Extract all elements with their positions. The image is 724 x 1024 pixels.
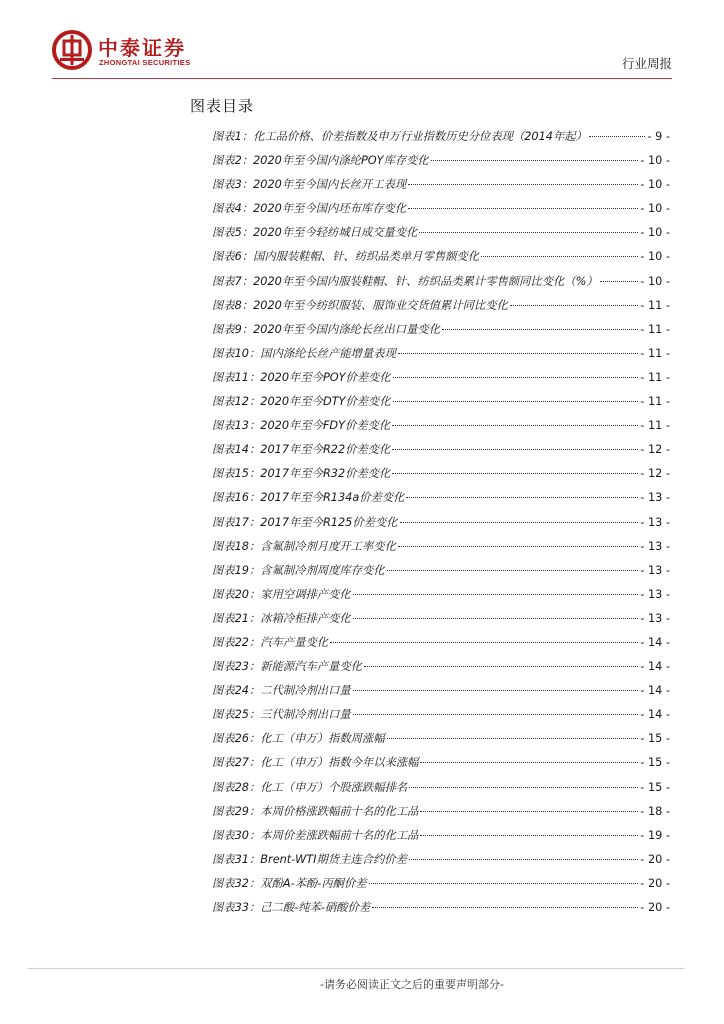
toc-entry-label: 图表24 bbox=[212, 684, 249, 698]
toc-entry-page: - 12 - bbox=[640, 467, 670, 481]
toc-entry-separator: ： bbox=[248, 491, 261, 505]
toc-dot-leader bbox=[406, 497, 638, 498]
toc-entry[interactable] bbox=[212, 730, 670, 754]
toc-entry-page: - 15 - bbox=[640, 780, 670, 794]
toc-entry[interactable] bbox=[212, 273, 670, 297]
toc-dot-leader bbox=[420, 835, 638, 836]
toc-title: 图表目录 bbox=[190, 97, 255, 115]
toc-entry-label: 图表5 bbox=[212, 226, 242, 240]
toc-entry-separator: ： bbox=[248, 804, 261, 818]
toc-entry-page: - 11 - bbox=[640, 322, 670, 336]
toc-dot-leader bbox=[372, 907, 638, 908]
toc-entry-title: 国内涤纶长丝产能增量表现 bbox=[260, 346, 396, 360]
toc-dot-leader bbox=[510, 305, 638, 306]
toc-dot-leader bbox=[353, 714, 639, 715]
toc-entry-label: 图表12 bbox=[212, 395, 249, 409]
toc-entry-page: - 20 - bbox=[640, 901, 670, 914]
toc-dot-leader bbox=[398, 546, 638, 547]
toc-entry[interactable] bbox=[212, 803, 670, 827]
toc-entry[interactable] bbox=[212, 610, 670, 634]
toc-entry-page: - 11 - bbox=[640, 346, 670, 360]
toc-entry-label: 图表30 bbox=[212, 828, 249, 842]
toc-entry-separator: ： bbox=[248, 587, 261, 601]
toc-entry-label: 图表6 bbox=[212, 250, 242, 264]
toc-entry[interactable] bbox=[212, 297, 670, 321]
toc-entry-separator: ： bbox=[248, 635, 261, 649]
toc-entry[interactable] bbox=[212, 248, 670, 272]
logo-chinese-name: 中泰证券 bbox=[98, 36, 186, 60]
toc-entry-separator: ： bbox=[248, 395, 261, 409]
toc-entry-separator: ： bbox=[248, 828, 261, 842]
toc-entry-label: 图表15 bbox=[212, 467, 249, 481]
toc-entry-page: - 11 - bbox=[640, 298, 670, 312]
toc-entry-title: 二代制冷剂出口量 bbox=[260, 684, 351, 698]
toc-entry[interactable] bbox=[212, 176, 670, 200]
company-logo bbox=[52, 30, 222, 70]
toc-entry-title: 2020年至今国内服装鞋帽、针、纺织品类累计零售额同比变化（%） bbox=[253, 274, 598, 288]
toc-entry-separator: ： bbox=[241, 178, 254, 192]
toc-entry[interactable] bbox=[212, 658, 670, 682]
toc-entry[interactable] bbox=[212, 393, 670, 417]
toc-entry[interactable] bbox=[212, 128, 670, 152]
toc-entry-separator: ： bbox=[241, 202, 254, 216]
toc-entry-separator: ： bbox=[248, 780, 261, 794]
toc-dot-leader bbox=[419, 232, 638, 233]
toc-entry-page: - 13 - bbox=[640, 563, 670, 577]
toc-entry[interactable] bbox=[212, 538, 670, 562]
header-divider bbox=[52, 78, 672, 79]
toc-entry-separator: ： bbox=[248, 708, 261, 722]
toc-entry-page: - 20 - bbox=[640, 876, 670, 890]
toc-entry-label: 图表26 bbox=[212, 732, 249, 746]
toc-entry[interactable] bbox=[212, 562, 670, 586]
toc-entry-title: 2020年至今FDY价差变化 bbox=[260, 419, 391, 433]
toc-entry-page: - 10 - bbox=[640, 202, 670, 216]
toc-entry[interactable] bbox=[212, 779, 670, 803]
toc-entry-title: 本周价格涨跌幅前十名的化工品 bbox=[260, 804, 419, 818]
toc-entry-separator: ： bbox=[248, 611, 261, 625]
toc-entry[interactable] bbox=[212, 224, 670, 248]
toc-entry-label: 图表20 bbox=[212, 587, 249, 601]
toc-list bbox=[212, 128, 670, 923]
toc-dot-leader bbox=[398, 353, 638, 354]
toc-entry-label: 图表33 bbox=[212, 901, 249, 914]
toc-entry-page: - 19 - bbox=[640, 828, 670, 842]
toc-entry-separator: ： bbox=[241, 250, 254, 264]
logo-english-name: ZHONGTAI SECURITIES bbox=[99, 58, 191, 67]
toc-entry-title: 2017年至今R134a价差变化 bbox=[260, 491, 405, 505]
toc-entry-label: 图表25 bbox=[212, 708, 249, 722]
toc-entry-label: 图表17 bbox=[212, 515, 249, 529]
toc-entry-page: - 10 - bbox=[640, 178, 670, 192]
toc-entry-title: 本周价差涨跌幅前十名的化工品 bbox=[260, 828, 419, 842]
toc-entry-page: - 14 - bbox=[640, 660, 670, 674]
toc-entry-separator: ： bbox=[248, 684, 261, 698]
toc-entry-page: - 13 - bbox=[640, 539, 670, 553]
toc-dot-leader bbox=[589, 136, 646, 137]
toc-entry-label: 图表4 bbox=[212, 202, 242, 216]
toc-entry-label: 图表13 bbox=[212, 419, 249, 433]
toc-dot-leader bbox=[353, 690, 639, 691]
toc-entry-separator: ： bbox=[248, 539, 261, 553]
toc-entry[interactable] bbox=[212, 875, 670, 899]
toc-entry[interactable] bbox=[212, 827, 670, 851]
toc-entry-page: - 13 - bbox=[640, 587, 670, 601]
toc-entry-title: 三代制冷剂出口量 bbox=[260, 708, 351, 722]
toc-entry-title: 2020年至今国内坯布库存变化 bbox=[253, 202, 407, 216]
toc-entry-separator: ： bbox=[248, 660, 261, 674]
toc-entry-page: - 18 - bbox=[640, 804, 670, 818]
toc-dot-leader bbox=[387, 738, 639, 739]
toc-entry-title: 冰箱冷柜排产变化 bbox=[260, 611, 351, 625]
toc-entry-page: - 11 - bbox=[640, 395, 670, 409]
toc-entry[interactable] bbox=[212, 369, 670, 393]
toc-entry-page: - 10 - bbox=[640, 250, 670, 264]
toc-entry-title: 含氟制冷剂周度库存变化 bbox=[260, 563, 385, 577]
toc-entry-page: - 11 - bbox=[640, 370, 670, 384]
toc-entry-page: - 14 - bbox=[640, 684, 670, 698]
toc-entry-page: - 13 - bbox=[640, 515, 670, 529]
toc-entry-title: 2017年至今R22价差变化 bbox=[260, 443, 391, 457]
toc-entry-title: 化工品价格、价差指数及申万行业指数历史分位表现（2014年起） bbox=[253, 130, 587, 143]
toc-entry-title: 2020年至今国内长丝开工表现 bbox=[253, 178, 407, 192]
toc-entry[interactable] bbox=[212, 682, 670, 706]
toc-dot-leader bbox=[420, 762, 638, 763]
toc-entry-title: 2017年至今R125价差变化 bbox=[260, 515, 398, 529]
toc-entry-separator: ： bbox=[241, 322, 254, 336]
toc-entry-title: 家用空调排产变化 bbox=[260, 587, 351, 601]
toc-dot-leader bbox=[409, 787, 638, 788]
toc-entry-title: 化工（申万）指数周涨幅 bbox=[260, 732, 385, 746]
toc-entry-title: 2020年至今纺织服装、服饰业交货值累计同比变化 bbox=[253, 298, 508, 312]
toc-entry-separator: ： bbox=[248, 346, 261, 360]
toc-entry-label: 图表14 bbox=[212, 443, 249, 457]
toc-entry-title: 2020年至今轻纺城日成交量变化 bbox=[253, 226, 418, 240]
toc-entry-page: - 10 - bbox=[640, 154, 670, 168]
toc-entry-label: 图表7 bbox=[212, 274, 242, 288]
toc-entry-separator: ： bbox=[241, 154, 254, 168]
toc-entry-title: 化工（申万）指数今年以来涨幅 bbox=[260, 756, 419, 770]
toc-entry-separator: ： bbox=[248, 852, 261, 866]
page-header bbox=[0, 0, 724, 84]
toc-entry-label: 图表27 bbox=[212, 756, 249, 770]
toc-entry[interactable] bbox=[212, 586, 670, 610]
footer-disclaimer: -请务必阅读正文之后的重要声明部分- bbox=[320, 978, 504, 991]
toc-entry-label: 图表23 bbox=[212, 660, 249, 674]
toc-dot-leader bbox=[600, 281, 639, 282]
toc-entry-label: 图表29 bbox=[212, 804, 249, 818]
toc-entry-page: - 13 - bbox=[640, 491, 670, 505]
toc-entry-title: 国内服装鞋帽、针、纺织品类单月零售额变化 bbox=[253, 250, 480, 264]
toc-entry[interactable] bbox=[212, 489, 670, 513]
toc-dot-leader bbox=[364, 666, 638, 667]
toc-entry-page: - 13 - bbox=[640, 611, 670, 625]
toc-entry-label: 图表1 bbox=[212, 130, 242, 143]
toc-entry-separator: ： bbox=[241, 226, 254, 240]
toc-entry-page: - 15 - bbox=[640, 732, 670, 746]
toc-entry[interactable] bbox=[212, 465, 670, 489]
toc-entry-label: 图表3 bbox=[212, 178, 242, 192]
toc-entry-label: 图表22 bbox=[212, 635, 249, 649]
toc-entry[interactable] bbox=[212, 152, 670, 176]
toc-dot-leader bbox=[481, 256, 638, 257]
toc-entry-title: 双酚A-苯酚-丙酮价差 bbox=[260, 876, 367, 890]
toc-entry-page: - 12 - bbox=[640, 443, 670, 457]
toc-entry-title: 2020年至今POY价差变化 bbox=[260, 370, 391, 384]
toc-entry-label: 图表21 bbox=[212, 611, 249, 625]
toc-entry[interactable] bbox=[212, 321, 670, 345]
toc-dot-leader bbox=[408, 208, 638, 209]
toc-dot-leader bbox=[353, 618, 639, 619]
toc-entry-title: 新能源汽车产量变化 bbox=[260, 660, 362, 674]
toc-entry-separator: ： bbox=[248, 443, 261, 457]
toc-dot-leader bbox=[400, 522, 639, 523]
toc-entry-separator: ： bbox=[248, 876, 261, 890]
toc-entry-page: - 10 - bbox=[640, 274, 670, 288]
toc-entry-title: Brent-WTI期货主连合约价差 bbox=[260, 852, 407, 866]
footer-divider bbox=[28, 968, 684, 969]
toc-entry-label: 图表16 bbox=[212, 491, 249, 505]
toc-dot-leader bbox=[420, 811, 638, 812]
toc-entry[interactable] bbox=[212, 634, 670, 658]
toc-entry[interactable] bbox=[212, 200, 670, 224]
toc-entry-label: 图表31 bbox=[212, 852, 249, 866]
toc-entry-separator: ： bbox=[248, 901, 261, 914]
toc-dot-leader bbox=[369, 883, 639, 884]
toc-entry-separator: ： bbox=[248, 515, 261, 529]
toc-dot-leader bbox=[442, 329, 638, 330]
toc-entry-label: 图表10 bbox=[212, 346, 249, 360]
toc-entry-label: 图表28 bbox=[212, 780, 249, 794]
toc-dot-leader bbox=[408, 184, 638, 185]
toc-dot-leader bbox=[330, 642, 638, 643]
toc-entry-label: 图表11 bbox=[212, 370, 249, 384]
toc-entry-separator: ： bbox=[248, 419, 261, 433]
toc-entry[interactable] bbox=[212, 441, 670, 465]
toc-dot-leader bbox=[393, 401, 639, 402]
toc-entry-separator: ： bbox=[241, 274, 254, 288]
toc-entry-title: 汽车产量变化 bbox=[260, 635, 329, 649]
toc-entry-separator: ： bbox=[248, 756, 261, 770]
toc-dot-leader bbox=[353, 594, 639, 595]
toc-dot-leader bbox=[387, 570, 639, 571]
zhongtai-logo-icon bbox=[52, 30, 92, 70]
toc-entry-title: 2017年至今R32价差变化 bbox=[260, 467, 391, 481]
toc-entry-title: 己二酸-纯苯-硝酸价差 bbox=[260, 901, 371, 914]
toc-entry-separator: ： bbox=[248, 563, 261, 577]
toc-entry-page: - 10 - bbox=[640, 226, 670, 240]
toc-entry[interactable] bbox=[212, 514, 670, 538]
toc-entry-page: - 14 - bbox=[640, 708, 670, 722]
toc-entry-title: 2020年至今国内涤纶长丝出口量变化 bbox=[253, 322, 441, 336]
toc-entry-page: - 9 - bbox=[647, 130, 670, 143]
toc-dot-leader bbox=[392, 449, 638, 450]
toc-entry[interactable] bbox=[212, 754, 670, 778]
toc-entry-page: - 20 - bbox=[640, 852, 670, 866]
toc-entry[interactable] bbox=[212, 899, 670, 923]
toc-dot-leader bbox=[409, 859, 638, 860]
toc-entry-title: 化工（申万）个股涨跌幅排名 bbox=[260, 780, 408, 794]
toc-entry-title: 含氟制冷剂月度开工率变化 bbox=[260, 539, 396, 553]
toc-entry[interactable] bbox=[212, 417, 670, 441]
toc-entry-page: - 15 - bbox=[640, 756, 670, 770]
toc-dot-leader bbox=[393, 377, 639, 378]
toc-dot-leader bbox=[392, 425, 638, 426]
toc-dot-leader bbox=[431, 160, 639, 161]
toc-entry-separator: ： bbox=[248, 732, 261, 746]
toc-entry-label: 图表9 bbox=[212, 322, 242, 336]
toc-entry-page: - 14 - bbox=[640, 635, 670, 649]
toc-entry-separator: ： bbox=[248, 467, 261, 481]
toc-entry[interactable] bbox=[212, 706, 670, 730]
report-type-label: 行业周报 bbox=[621, 56, 672, 71]
toc-entry-separator: ： bbox=[241, 130, 254, 143]
toc-entry[interactable] bbox=[212, 345, 670, 369]
toc-entry-label: 图表19 bbox=[212, 563, 249, 577]
toc-entry-separator: ： bbox=[248, 370, 261, 384]
toc-dot-leader bbox=[392, 473, 638, 474]
toc-entry-label: 图表18 bbox=[212, 539, 249, 553]
toc-entry-label: 图表32 bbox=[212, 876, 249, 890]
toc-entry-separator: ： bbox=[241, 298, 254, 312]
toc-entry-label: 图表2 bbox=[212, 154, 242, 168]
toc-entry-page: - 11 - bbox=[640, 419, 670, 433]
toc-entry[interactable] bbox=[212, 851, 670, 875]
toc-entry-title: 2020年至今国内涤纶POY库存变化 bbox=[253, 154, 429, 168]
toc-entry-title: 2020年至今DTY价差变化 bbox=[260, 395, 391, 409]
toc-entry-label: 图表8 bbox=[212, 298, 242, 312]
